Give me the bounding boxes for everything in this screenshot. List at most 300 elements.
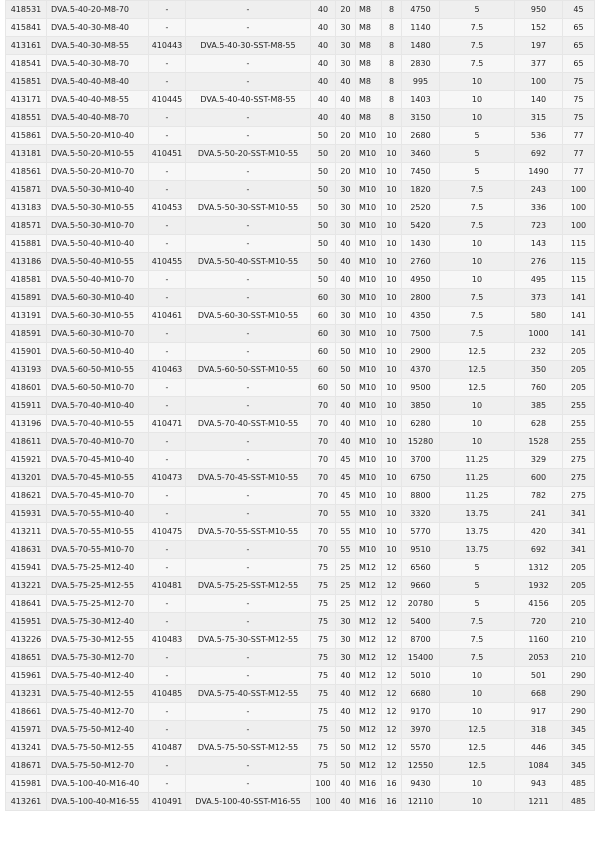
cell-thread: M12: [356, 757, 382, 775]
cell-sst-article-number: -: [149, 397, 186, 415]
cell-deflection: 12.5: [440, 379, 515, 397]
cell-cost-value: 290: [563, 703, 595, 721]
cell-diameter: 75: [311, 739, 336, 757]
cell-deflection: 10: [440, 253, 515, 271]
cell-deflection: 7.5: [440, 217, 515, 235]
table-row: [6, 721, 595, 739]
cell-load: 1403: [402, 91, 440, 109]
cell-cost-value: 210: [563, 613, 595, 631]
cell-model-code: DVA.5-70-55-M10-70: [47, 541, 149, 559]
cell-cost-value: 275: [563, 469, 595, 487]
cell-spring-rate: 495: [515, 271, 563, 289]
cell-cost-value: 275: [563, 487, 595, 505]
cell-sst-article-number: 410471: [149, 415, 186, 433]
cell-model-code: DVA.5-75-25-M12-40: [47, 559, 149, 577]
cell-sst-article-number: -: [149, 181, 186, 199]
cell-thread-size: 10: [382, 235, 402, 253]
cell-height: 30: [336, 613, 356, 631]
cell-thread: M10: [356, 217, 382, 235]
cell-model-code: DVA.5-60-50-M10-55: [47, 361, 149, 379]
cell-spring-rate: 232: [515, 343, 563, 361]
cell-model-code: DVA.5-40-30-M8-70: [47, 55, 149, 73]
cell-height: 40: [336, 667, 356, 685]
cell-spring-rate: 336: [515, 199, 563, 217]
cell-sst-article-number: 410491: [149, 793, 186, 811]
cell-load: 995: [402, 73, 440, 91]
cell-thread: M10: [356, 343, 382, 361]
cell-cost-value: 141: [563, 325, 595, 343]
cell-sst-article-number: -: [149, 19, 186, 37]
cell-article-number: 418601: [6, 379, 47, 397]
cell-thread: M10: [356, 253, 382, 271]
cell-height: 25: [336, 577, 356, 595]
cell-thread-size: 8: [382, 91, 402, 109]
cell-load: 3700: [402, 451, 440, 469]
table-row: [6, 487, 595, 505]
cell-article-number: 415841: [6, 19, 47, 37]
cell-thread-size: 10: [382, 127, 402, 145]
cell-deflection: 11.25: [440, 487, 515, 505]
cell-spring-rate: 600: [515, 469, 563, 487]
table-row: [6, 775, 595, 793]
cell-thread: M8: [356, 91, 382, 109]
cell-load: 6680: [402, 685, 440, 703]
cell-deflection: 5: [440, 577, 515, 595]
cell-article-number: 415901: [6, 343, 47, 361]
cell-diameter: 50: [311, 199, 336, 217]
cell-sst-model-code: -: [186, 505, 311, 523]
cell-article-number: 418591: [6, 325, 47, 343]
cell-article-number: 418671: [6, 757, 47, 775]
cell-thread-size: 12: [382, 757, 402, 775]
cell-deflection: 12.5: [440, 343, 515, 361]
table-row: [6, 559, 595, 577]
cell-model-code: DVA.5-50-40-M10-40: [47, 235, 149, 253]
cell-model-code: DVA.5-50-30-M10-40: [47, 181, 149, 199]
cell-height: 40: [336, 253, 356, 271]
cell-load: 8800: [402, 487, 440, 505]
cell-thread: M12: [356, 649, 382, 667]
cell-spring-rate: 318: [515, 721, 563, 739]
cell-diameter: 40: [311, 37, 336, 55]
cell-cost-value: 205: [563, 595, 595, 613]
cell-cost-value: 141: [563, 289, 595, 307]
cell-load: 1430: [402, 235, 440, 253]
cell-sst-model-code: -: [186, 55, 311, 73]
cell-article-number: 418621: [6, 487, 47, 505]
cell-model-code: DVA.5-70-40-M10-70: [47, 433, 149, 451]
cell-sst-article-number: -: [149, 271, 186, 289]
cell-diameter: 75: [311, 595, 336, 613]
cell-model-code: DVA.5-40-40-M8-70: [47, 109, 149, 127]
cell-cost-value: 65: [563, 55, 595, 73]
cell-model-code: DVA.5-75-30-M12-40: [47, 613, 149, 631]
cell-thread: M10: [356, 307, 382, 325]
cell-spring-rate: 315: [515, 109, 563, 127]
cell-thread-size: 10: [382, 199, 402, 217]
cell-cost-value: 45: [563, 1, 595, 19]
cell-thread-size: 12: [382, 613, 402, 631]
cell-height: 30: [336, 55, 356, 73]
cell-deflection: 7.5: [440, 649, 515, 667]
cell-height: 20: [336, 145, 356, 163]
cell-height: 20: [336, 127, 356, 145]
cell-deflection: 5: [440, 163, 515, 181]
cell-cost-value: 255: [563, 397, 595, 415]
cell-sst-article-number: -: [149, 127, 186, 145]
table-row: [6, 181, 595, 199]
cell-sst-article-number: 410451: [149, 145, 186, 163]
table-row: [6, 397, 595, 415]
cell-deflection: 5: [440, 595, 515, 613]
cell-sst-article-number: -: [149, 757, 186, 775]
cell-spring-rate: 720: [515, 613, 563, 631]
cell-cost-value: 115: [563, 253, 595, 271]
table-row: [6, 1, 595, 19]
cell-spring-rate: 243: [515, 181, 563, 199]
cell-height: 40: [336, 73, 356, 91]
cell-diameter: 60: [311, 325, 336, 343]
cell-diameter: 40: [311, 109, 336, 127]
cell-thread-size: 16: [382, 793, 402, 811]
cell-thread: M10: [356, 235, 382, 253]
cell-sst-article-number: 410455: [149, 253, 186, 271]
cell-cost-value: 65: [563, 19, 595, 37]
cell-deflection: 10: [440, 775, 515, 793]
cell-thread: M12: [356, 703, 382, 721]
cell-height: 30: [336, 37, 356, 55]
cell-model-code: DVA.5-50-40-M10-70: [47, 271, 149, 289]
cell-model-code: DVA.5-70-55-M10-55: [47, 523, 149, 541]
cell-deflection: 10: [440, 73, 515, 91]
cell-cost-value: 75: [563, 109, 595, 127]
cell-height: 40: [336, 433, 356, 451]
cell-thread: M10: [356, 487, 382, 505]
cell-load: 3150: [402, 109, 440, 127]
cell-thread-size: 12: [382, 685, 402, 703]
cell-sst-article-number: -: [149, 109, 186, 127]
cell-sst-model-code: -: [186, 613, 311, 631]
cell-load: 12110: [402, 793, 440, 811]
cell-height: 50: [336, 361, 356, 379]
cell-spring-rate: 628: [515, 415, 563, 433]
cell-thread: M10: [356, 379, 382, 397]
cell-model-code: DVA.5-75-25-M12-55: [47, 577, 149, 595]
cell-model-code: DVA.5-70-45-M10-70: [47, 487, 149, 505]
cell-height: 50: [336, 757, 356, 775]
cell-spring-rate: 950: [515, 1, 563, 19]
cell-thread-size: 10: [382, 343, 402, 361]
cell-spring-rate: 1490: [515, 163, 563, 181]
cell-thread-size: 12: [382, 721, 402, 739]
cell-model-code: DVA.5-75-40-M12-55: [47, 685, 149, 703]
cell-load: 2520: [402, 199, 440, 217]
cell-height: 40: [336, 415, 356, 433]
cell-article-number: 415891: [6, 289, 47, 307]
cell-spring-rate: 917: [515, 703, 563, 721]
cell-load: 8700: [402, 631, 440, 649]
cell-diameter: 50: [311, 181, 336, 199]
table-row: [6, 541, 595, 559]
cell-article-number: 415971: [6, 721, 47, 739]
table-row: [6, 739, 595, 757]
cell-spring-rate: 1932: [515, 577, 563, 595]
table-row: [6, 577, 595, 595]
cell-article-number: 413241: [6, 739, 47, 757]
cell-load: 6750: [402, 469, 440, 487]
cell-height: 40: [336, 109, 356, 127]
cell-sst-model-code: -: [186, 433, 311, 451]
cell-height: 30: [336, 325, 356, 343]
cell-sst-article-number: -: [149, 325, 186, 343]
cell-sst-article-number: -: [149, 55, 186, 73]
cell-thread-size: 8: [382, 109, 402, 127]
cell-thread: M8: [356, 1, 382, 19]
cell-thread: M10: [356, 325, 382, 343]
cell-thread-size: 10: [382, 289, 402, 307]
cell-article-number: 418661: [6, 703, 47, 721]
cell-thread: M16: [356, 775, 382, 793]
cell-load: 2680: [402, 127, 440, 145]
cell-sst-model-code: DVA.5-50-40-SST-M10-55: [186, 253, 311, 271]
cell-deflection: 12.5: [440, 757, 515, 775]
cell-diameter: 50: [311, 271, 336, 289]
cell-height: 45: [336, 487, 356, 505]
cell-deflection: 13.75: [440, 505, 515, 523]
cell-model-code: DVA.5-60-50-M10-40: [47, 343, 149, 361]
table-row: [6, 235, 595, 253]
cell-load: 20780: [402, 595, 440, 613]
cell-diameter: 60: [311, 307, 336, 325]
table-row: [6, 793, 595, 811]
cell-sst-model-code: -: [186, 451, 311, 469]
cell-thread: M10: [356, 181, 382, 199]
cell-diameter: 70: [311, 469, 336, 487]
cell-article-number: 415951: [6, 613, 47, 631]
cell-height: 40: [336, 271, 356, 289]
cell-cost-value: 345: [563, 721, 595, 739]
cell-deflection: 7.5: [440, 307, 515, 325]
cell-cost-value: 141: [563, 307, 595, 325]
cell-sst-article-number: -: [149, 559, 186, 577]
cell-spring-rate: 2053: [515, 649, 563, 667]
cell-model-code: DVA.5-75-50-M12-55: [47, 739, 149, 757]
cell-sst-model-code: -: [186, 487, 311, 505]
cell-sst-article-number: 410483: [149, 631, 186, 649]
cell-load: 5010: [402, 667, 440, 685]
cell-sst-article-number: -: [149, 703, 186, 721]
cell-height: 50: [336, 721, 356, 739]
cell-load: 6280: [402, 415, 440, 433]
table-row: [6, 343, 595, 361]
table-row: [6, 649, 595, 667]
cell-model-code: DVA.5-40-30-M8-55: [47, 37, 149, 55]
cell-deflection: 10: [440, 397, 515, 415]
table-row: [6, 631, 595, 649]
cell-cost-value: 100: [563, 181, 595, 199]
cell-diameter: 60: [311, 379, 336, 397]
table-row: [6, 163, 595, 181]
cell-sst-model-code: DVA.5-70-40-SST-M10-55: [186, 415, 311, 433]
cell-diameter: 75: [311, 559, 336, 577]
cell-diameter: 70: [311, 523, 336, 541]
cell-height: 25: [336, 559, 356, 577]
cell-height: 40: [336, 685, 356, 703]
cell-thread-size: 10: [382, 361, 402, 379]
cell-article-number: 415861: [6, 127, 47, 145]
cell-model-code: DVA.5-60-30-M10-70: [47, 325, 149, 343]
cell-sst-article-number: -: [149, 721, 186, 739]
cell-sst-model-code: -: [186, 379, 311, 397]
cell-diameter: 50: [311, 253, 336, 271]
cell-sst-model-code: -: [186, 559, 311, 577]
cell-thread-size: 8: [382, 1, 402, 19]
cell-deflection: 12.5: [440, 739, 515, 757]
table-row: [6, 91, 595, 109]
cell-sst-model-code: -: [186, 595, 311, 613]
cell-sst-article-number: -: [149, 163, 186, 181]
cell-load: 3460: [402, 145, 440, 163]
cell-thread: M10: [356, 415, 382, 433]
cell-thread-size: 10: [382, 253, 402, 271]
table-row: [6, 757, 595, 775]
table-body: [6, 1, 595, 811]
table-row: [6, 289, 595, 307]
table-row: [6, 595, 595, 613]
cell-cost-value: 341: [563, 523, 595, 541]
cell-spring-rate: 152: [515, 19, 563, 37]
cell-deflection: 7.5: [440, 289, 515, 307]
cell-sst-model-code: DVA.5-60-30-SST-M10-55: [186, 307, 311, 325]
cell-thread: M8: [356, 55, 382, 73]
cell-sst-article-number: -: [149, 343, 186, 361]
cell-thread-size: 10: [382, 523, 402, 541]
table-row: [6, 73, 595, 91]
cell-height: 30: [336, 289, 356, 307]
cell-article-number: 413186: [6, 253, 47, 271]
cell-thread-size: 10: [382, 181, 402, 199]
cell-cost-value: 210: [563, 631, 595, 649]
table-row: [6, 685, 595, 703]
cell-thread: M10: [356, 127, 382, 145]
cell-spring-rate: 692: [515, 541, 563, 559]
cell-diameter: 40: [311, 91, 336, 109]
cell-deflection: 10: [440, 235, 515, 253]
cell-cost-value: 255: [563, 433, 595, 451]
cell-thread-size: 10: [382, 469, 402, 487]
cell-load: 1480: [402, 37, 440, 55]
cell-article-number: 418611: [6, 433, 47, 451]
cell-diameter: 50: [311, 235, 336, 253]
cell-diameter: 70: [311, 415, 336, 433]
cell-thread-size: 12: [382, 649, 402, 667]
cell-article-number: 415851: [6, 73, 47, 91]
cell-sst-article-number: 410481: [149, 577, 186, 595]
table-row: [6, 37, 595, 55]
cell-spring-rate: 1211: [515, 793, 563, 811]
cell-thread: M12: [356, 595, 382, 613]
cell-thread: M10: [356, 271, 382, 289]
cell-sst-article-number: -: [149, 541, 186, 559]
cell-cost-value: 205: [563, 379, 595, 397]
cell-diameter: 75: [311, 757, 336, 775]
cell-thread: M8: [356, 73, 382, 91]
cell-spring-rate: 420: [515, 523, 563, 541]
cell-diameter: 50: [311, 163, 336, 181]
table-row: [6, 55, 595, 73]
cell-sst-model-code: -: [186, 109, 311, 127]
cell-sst-model-code: DVA.5-75-50-SST-M12-55: [186, 739, 311, 757]
cell-sst-article-number: -: [149, 487, 186, 505]
cell-load: 4950: [402, 271, 440, 289]
cell-deflection: 13.75: [440, 541, 515, 559]
cell-article-number: 413231: [6, 685, 47, 703]
table-row: [6, 361, 595, 379]
cell-sst-article-number: -: [149, 505, 186, 523]
cell-load: 1140: [402, 19, 440, 37]
cell-sst-model-code: -: [186, 19, 311, 37]
cell-cost-value: 75: [563, 73, 595, 91]
cell-article-number: 415871: [6, 181, 47, 199]
cell-sst-article-number: 410445: [149, 91, 186, 109]
cell-deflection: 10: [440, 415, 515, 433]
cell-sst-model-code: -: [186, 127, 311, 145]
cell-sst-model-code: DVA.5-50-30-SST-M10-55: [186, 199, 311, 217]
cell-thread-size: 12: [382, 703, 402, 721]
cell-diameter: 100: [311, 793, 336, 811]
cell-diameter: 40: [311, 73, 336, 91]
cell-height: 30: [336, 631, 356, 649]
cell-sst-model-code: -: [186, 289, 311, 307]
cell-height: 55: [336, 541, 356, 559]
cell-thread-size: 10: [382, 451, 402, 469]
cell-deflection: 7.5: [440, 55, 515, 73]
cell-deflection: 7.5: [440, 181, 515, 199]
cell-thread-size: 10: [382, 487, 402, 505]
cell-sst-model-code: -: [186, 721, 311, 739]
cell-spring-rate: 329: [515, 451, 563, 469]
cell-deflection: 10: [440, 271, 515, 289]
cell-model-code: DVA.5-50-30-M10-55: [47, 199, 149, 217]
cell-cost-value: 205: [563, 577, 595, 595]
cell-cost-value: 77: [563, 127, 595, 145]
table-row: [6, 469, 595, 487]
cell-cost-value: 345: [563, 757, 595, 775]
cell-spring-rate: 723: [515, 217, 563, 235]
cell-load: 5570: [402, 739, 440, 757]
cell-height: 40: [336, 235, 356, 253]
cell-sst-model-code: DVA.5-40-30-SST-M8-55: [186, 37, 311, 55]
cell-spring-rate: 760: [515, 379, 563, 397]
cell-thread: M8: [356, 19, 382, 37]
cell-load: 3320: [402, 505, 440, 523]
table-row: [6, 451, 595, 469]
cell-sst-model-code: -: [186, 703, 311, 721]
cell-article-number: 413201: [6, 469, 47, 487]
cell-sst-model-code: DVA.5-75-30-SST-M12-55: [186, 631, 311, 649]
cell-thread-size: 10: [382, 217, 402, 235]
cell-thread-size: 10: [382, 415, 402, 433]
cell-load: 1820: [402, 181, 440, 199]
cell-article-number: 415981: [6, 775, 47, 793]
cell-sst-model-code: DVA.5-75-40-SST-M12-55: [186, 685, 311, 703]
cell-deflection: 10: [440, 433, 515, 451]
cell-diameter: 40: [311, 55, 336, 73]
cell-model-code: DVA.5-100-40-M16-55: [47, 793, 149, 811]
cell-article-number: 418531: [6, 1, 47, 19]
cell-diameter: 75: [311, 577, 336, 595]
cell-cost-value: 290: [563, 685, 595, 703]
